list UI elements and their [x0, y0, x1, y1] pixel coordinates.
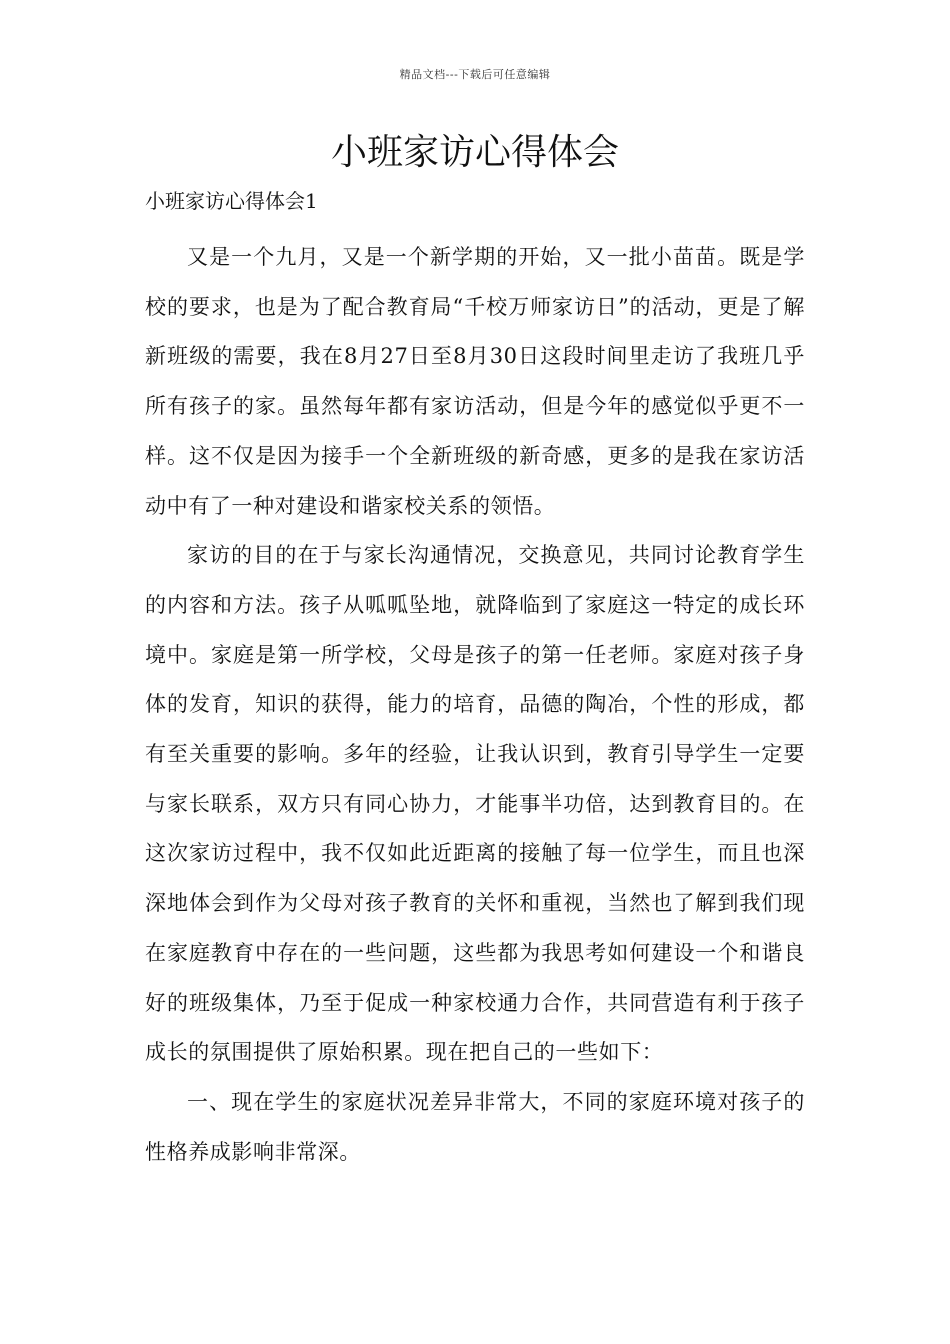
header-note: 精品文档---下载后可任意编辑 [399, 68, 551, 81]
paragraph-1: 又是一个九月，又是一个新学期的开始，又一批小苗苗。既是学校的要求，也是为了配合教育局“千校万师家访日”的活动，更是了解新班级的需要，我在8月27日至8月30日这段时间里走访了我班几乎所有孩子的家。虽然每年都有家访活动，但是今年的感觉似乎更不一样。这不仅是因为接手一个全新班级的新奇感，更多的是我在家访活动中有了一种对建设和谐家校关系的领悟。 [145, 245, 805, 518]
document-body [145, 233, 805, 1177]
paragraph-3: 一、现在学生的家庭状况差异非常大，不同的家庭环境对孩子的性格养成影响非常深。 [145, 1089, 805, 1164]
section-subheading: 小班家访心得体会1 [145, 189, 318, 213]
document-title: 小班家访心得体会 [330, 132, 619, 173]
paragraph-2: 家访的目的在于与家长沟通情况，交换意见，共同讨论教育学生的内容和方法。孩子从呱呱坠地，就降临到了家庭这一特定的成长环境中。家庭是第一所学校，父母是孩子的第一任老师。家庭对孩子身体的发育，知识的获得，能力的培育，品德的陶冶，个性的形成，都有至关重要的影响。多年的经验，让我认识到，教育引导学生一定要与家长联系，双方只有同心协力，才能事半功倍，达到教育目的。在这次家访过程中，我不仅如此近距离的接触了每一位学生，而且也深深地体会到作为父母对孩子教育的关怀和重视，当然也了解到我们现在家庭教育中存在的一些问题，这些都为我思考如何建设一个和谐良好的班级集体，乃至于促成一种家校通力合作，共同营造有利于孩子成长的氛围提供了原始积累。现在把自己的一些如下： [145, 543, 805, 1065]
